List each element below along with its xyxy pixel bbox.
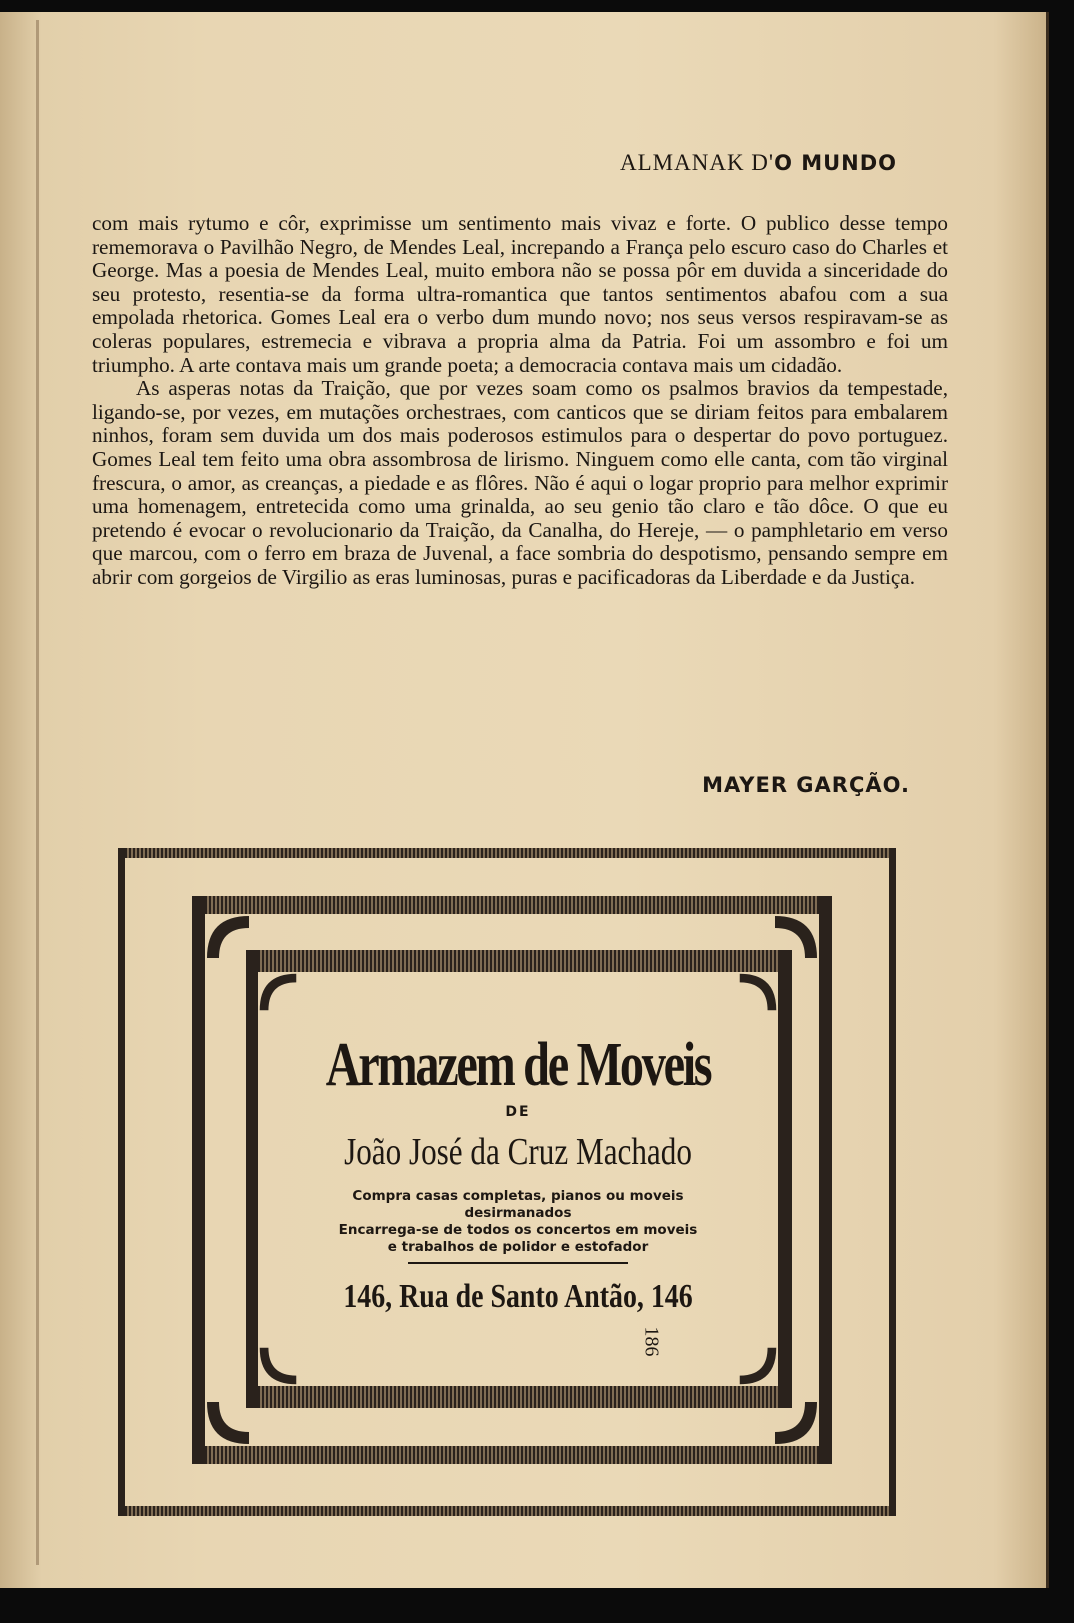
ad-description: [270, 1188, 766, 1256]
ad-desc-line: desirmanados: [464, 1205, 572, 1221]
ad-middle-top-hatch: [205, 896, 819, 914]
ad-connector: DE: [505, 1104, 531, 1120]
article-paragraph-2: As asperas notas da Traição, que por vezes soam como os psalmos bravios da tempestade, ligando-se, por vezes, em mutações orchestraes, com canticos que se diriam feitos para embalarem ninhos, foram sem duvida um dos mais poderosos estimulos para o despertar do povo portuguez. Gomes Leal tem feito uma obra assombrosa de lirismo. Ninguem como elle canta, com tão virginal frescura, o amor, as creanças, a piedade e as flôres. Não é aqui o logar proprio para melhor exprimir uma homenagem, entretecida como uma grinalda, ao seu genio tão claro e tão dôce. O que eu pretendo é evocar o revolucionario da Traição, da Canalha, do Hereje, — o pamphletario em verso que marcou, com o ferro em braza de Juvenal, a face sombria do despotismo, pensando sempre em abrir com gorgeios de Virgilio as eras luminosas, puras e pacificadoras da Liberdade e da Justiça.: [92, 376, 948, 589]
ad-divider: [408, 1262, 628, 1264]
header-prefix: ALMANAK D': [620, 150, 775, 175]
running-header: [620, 150, 920, 178]
ad-outer-top-hatch: [125, 848, 889, 858]
ornament-corner-icon: [258, 1346, 298, 1386]
ad-desc-line: Encarrega-se de todos os concertos em moveis: [338, 1222, 698, 1238]
ad-address: 146, Rua de Santo Antão, 146: [343, 1278, 693, 1315]
ornament-corner-icon: [773, 1400, 819, 1446]
ad-desc-line: Compra casas completas, pianos ou moveis: [352, 1188, 684, 1204]
ad-outer-bottom-hatch: [125, 1506, 889, 1516]
ad-number: 186: [640, 1326, 663, 1357]
article-paragraph-1: com mais rytumo e côr, exprimisse um sentimento mais vivaz e forte. O publico desse tempo rememorava o Pavilhão Negro, de Mendes Leal, increpando a França pelo escuro caso do Charles et George. Mas a poesia de Mendes Leal, muito embora não se possa pôr em duvida a sinceridade do seu protesto, resentia-se da forma ultra-romantica que tantos sentimentos abafou com a sua empolada rhetorica. Gomes Leal era o verbo dum mundo novo; nos seus versos respiravam-se as coleras populares, estremecia e vibrava a propria alma da Patria. Foi um assombro e foi um triumpho. A arte contava mais um grande poeta; a democracia contava mais um cidadão.: [92, 211, 948, 377]
ornament-corner-icon: [738, 1346, 778, 1386]
header-suffix: O MUNDO: [774, 151, 898, 175]
ornament-corner-icon: [205, 914, 251, 960]
article-body: [92, 212, 948, 590]
article-signature: MAYER GARÇÃO.: [702, 773, 910, 797]
advertisement: [270, 1030, 766, 1318]
ad-middle-bottom-hatch: [205, 1446, 819, 1464]
ornament-corner-icon: [205, 1400, 251, 1446]
page-gutter: [36, 20, 39, 1565]
ad-title: Armazem de Moveis: [325, 1031, 711, 1099]
ad-inner-top-hatch: [258, 950, 778, 972]
ornament-corner-icon: [738, 972, 778, 1012]
ad-inner-bottom-hatch: [258, 1386, 778, 1408]
ornament-corner-icon: [258, 972, 298, 1012]
ad-owner: João José da Cruz Machado: [344, 1131, 692, 1173]
ad-desc-line: e trabalhos de polidor e estofador: [387, 1239, 649, 1255]
ornament-corner-icon: [773, 914, 819, 960]
